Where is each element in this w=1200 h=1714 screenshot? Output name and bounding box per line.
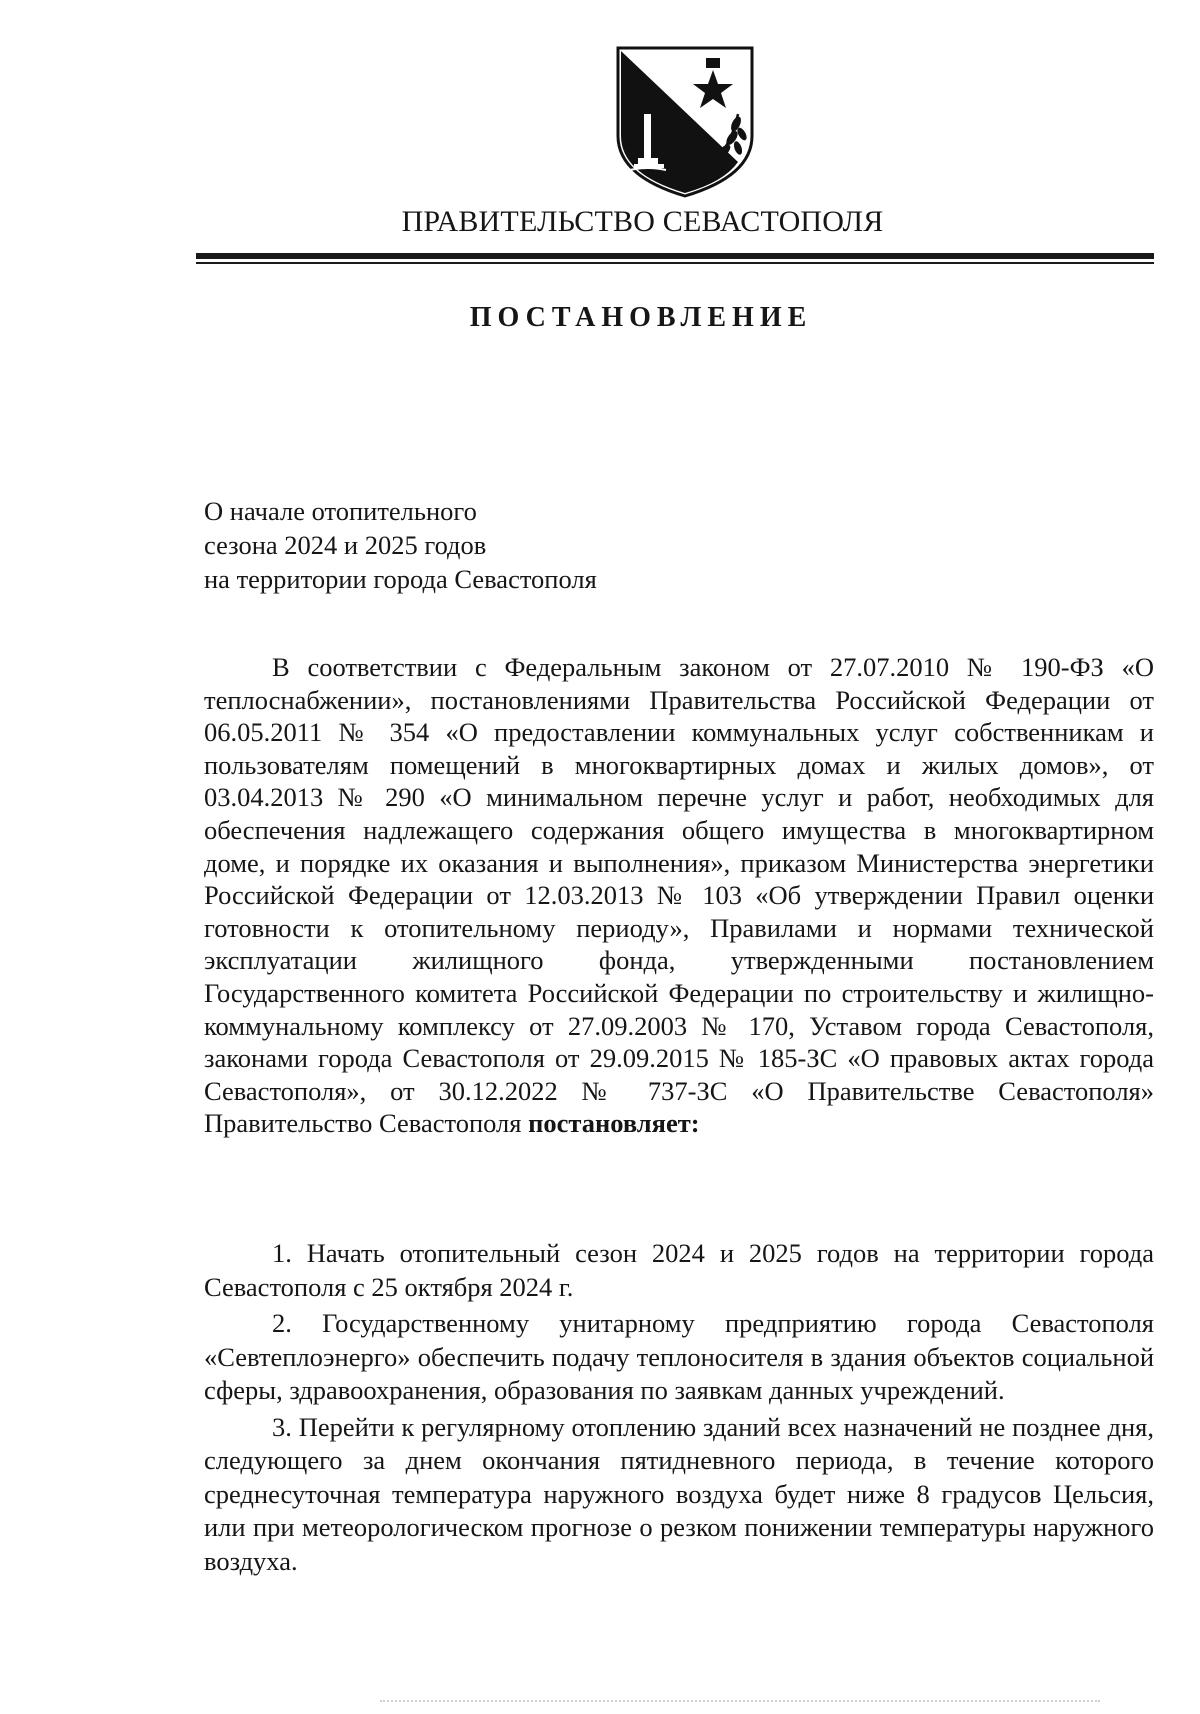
resolution-item: 3. Перейти к регулярному отоплению зданий всех назначений не позднее дня, следующего за днем окончания пятидневного периода, в течение которого среднесуточная температура наружного воздуха будет ниже 8 градусов Цельсия, или при метеорологическом прогнозе о резком понижении температуры наружного воздуха. (204, 1411, 1154, 1576)
resolution-item: 2. Государственному унитарному предприятию города Севастополя «Севтеплоэнерго» обеспечить подачу теплоносителя в здания объектов социальной сферы, здравоохранения, образования по заявкам данных учреждений. (204, 1308, 1154, 1405)
coat-of-arms-icon (614, 44, 756, 200)
subject-line: сезона 2024 и 2025 годов (204, 530, 487, 560)
decision-word: постановляет: (528, 1108, 700, 1139)
preamble-text: В соответствии с Федеральным законом от 27.07.2010 № 190-ФЗ «О теплоснабжении», постановлениями Правительства Российской Федерации от 06.05.2011 № 354 «О предоставлении коммунальных услуг собственникам и пользователям помещений в многоквартирных домах и жилых домов», от 03.04.2013 № 290 «О минимальном перечне услуг и работ, необходимых для обеспечения надлежащего содержания общего имущества в многоквартирном доме, и порядке их оказания и выполнения», приказом Министерства энергетики Российской Федерации от 12.03.2013 № 103 «Об утверждении Правил оценки готовности к отопительному периоду», Правилами и нормами технической эксплуатации жилищного фонда, утвержденными постановлением Государственного комитета Российской Федерации по строительству и жилищно-коммунальному комплексу от 27.09.2003 № 170, Уставом города Севастополя, законами города Севастополя от 29.09.2015 № 185-ЗС «О правовых актах города Севастополя», от 30.12.2022 № 737-ЗС «О Правительстве Севастополя» Правительство Севастополя (204, 652, 1154, 1139)
resolution-item: 1. Начать отопительный сезон 2024 и 2025 годов на территории города Севастополя с 25 октября 2024 г. (204, 1238, 1154, 1302)
preamble (204, 651, 1154, 1140)
document-type-title: ПОСТАНОВЛЕНИЕ (469, 302, 813, 333)
resolution-items (204, 1237, 1154, 1581)
preamble-paragraph (204, 651, 1154, 1140)
scan-artifact-divider (380, 1700, 1100, 1705)
header-rule-thick (196, 253, 1154, 259)
header-rule-thin (196, 262, 1154, 264)
subject-line: О начале отопительного (204, 496, 477, 526)
document-subject (204, 494, 597, 596)
subject-line: на территории города Севастополя (204, 564, 597, 594)
government-name: ПРАВИТЕЛЬСТВО СЕВАСТОПОЛЯ (401, 205, 884, 238)
